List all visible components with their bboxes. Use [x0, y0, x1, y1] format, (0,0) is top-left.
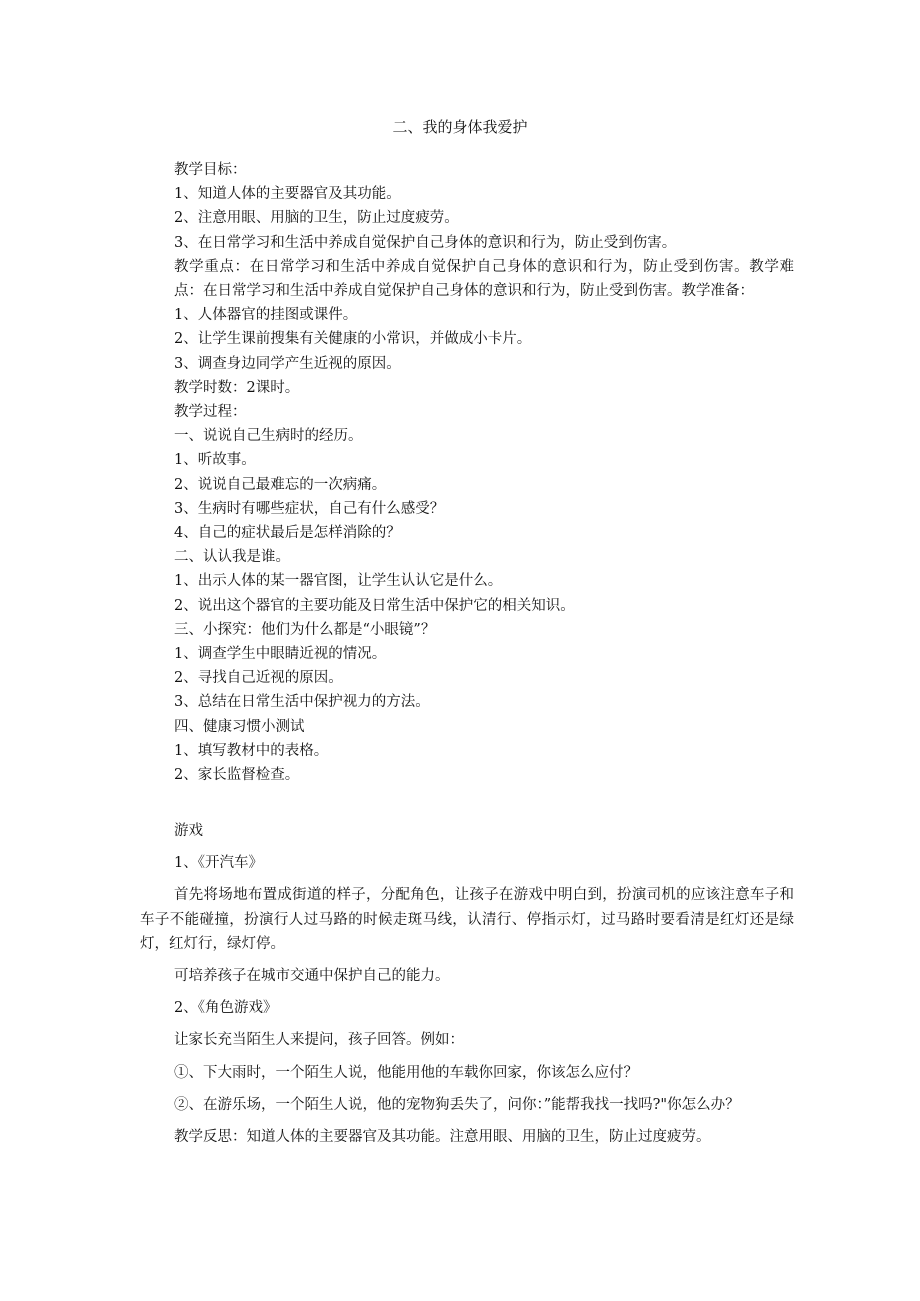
- section-item: 4、自己的症状最后是怎样消除的？: [174, 525, 401, 542]
- lesson-body: [174, 158, 794, 787]
- section-item: 3、总结在日常生活中保护视力的方法。: [174, 694, 430, 711]
- game1-title: 1、《开汽车》: [174, 855, 263, 872]
- key-points-paragraph: 教学重点：在日常学习和生活中养成自觉保护自己身体的意识和行为，防止受到伤害。教学难点：在日常学习和生活中养成自觉保护自己身体的意识和行为，防止受到伤害。教学准备：: [174, 258, 794, 300]
- section-item: 1、出示人体的某一器官图，让学生认认它是什么。: [174, 573, 503, 590]
- games-heading: 游戏: [174, 823, 203, 839]
- section-item: 2、家长监督检查。: [174, 767, 300, 784]
- games-block: [140, 819, 794, 1149]
- objective-item: 3、在日常学习和生活中养成自觉保护自己身体的意识和行为，防止受到伤害。: [174, 234, 677, 251]
- teaching-hours: 教学时数：2课时。: [174, 379, 300, 396]
- section-heading: 二、认认我是谁。: [174, 549, 290, 566]
- process-heading: 教学过程：: [174, 404, 247, 421]
- game1-text: 首先将场地布置成街道的样子，分配角色，让孩子在游戏中明白到，扮演司机的应该注意车子和车子不能碰撞，扮演行人过马路的时候走斑马线，认清行、停指示灯，过马路时要看清是红灯还是绿灯，红灯行，绿灯停。: [140, 887, 794, 952]
- game2-title: 2、《角色游戏》: [174, 1000, 278, 1017]
- game1-benefit: 可培养孩子在城市交通中保护自己的能力。: [174, 968, 450, 985]
- section-item: 1、调查学生中眼睛近视的情况。: [174, 646, 387, 663]
- preparation-item: 1、人体器官的挂图或课件。: [174, 307, 358, 324]
- section-heading: 一、说说自己生病时的经历。: [174, 428, 363, 445]
- teaching-reflection: 教学反思：知道人体的主要器官及其功能。注意用眼、用脑的卫生，防止过度疲劳。: [174, 1129, 711, 1146]
- section-item: 2、说说自己最难忘的一次病痛。: [174, 476, 387, 493]
- section-heading: 三、小探究：他们为什么都是“小眼镜”？: [174, 621, 436, 638]
- section-item: 3、生病时有哪些症状，自己有什么感受？: [174, 500, 445, 517]
- section-item: 1、填写教材中的表格。: [174, 742, 329, 759]
- section-item: 1、听故事。: [174, 452, 256, 469]
- preparation-item: 3、调查身边同学产生近视的原因。: [174, 355, 401, 372]
- game2-question-2: ②、在游乐场，一个陌生人说，他的宠物狗丢失了，问你：”能帮我找一找吗?"你怎么办？: [174, 1096, 740, 1113]
- objective-item: 2、注意用眼、用脑的卫生，防止过度疲劳。: [174, 210, 459, 227]
- game2-intro: 让家长充当陌生人来提问，孩子回答。例如：: [174, 1032, 464, 1049]
- game2-question-1: ①、下大雨时，一个陌生人说，他能用他的车载你回家，你该怎么应付？: [174, 1064, 638, 1081]
- section-item: 2、说出这个器官的主要功能及日常生活中保护它的相关知识。: [174, 597, 575, 614]
- objectives-heading: 教学目标：: [174, 162, 247, 178]
- section-item: 2、寻找自己近视的原因。: [174, 670, 343, 687]
- objective-item: 1、知道人体的主要器官及其功能。: [174, 186, 401, 203]
- preparation-item: 2、让学生课前搜集有关健康的小常识，并做成小卡片。: [174, 331, 532, 348]
- page-title: 二、我的身体我爱护: [392, 118, 528, 136]
- section-heading: 四、健康习惯小测试: [174, 718, 305, 735]
